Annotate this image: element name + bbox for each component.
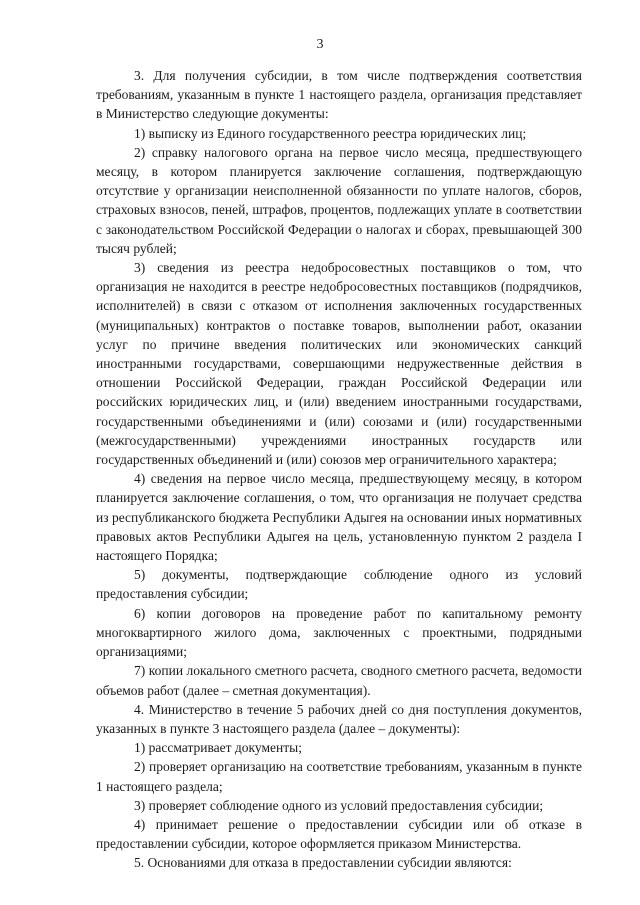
paragraph-4-item-4: 4) принимает решение о предоставлении субсидии или об отказе в предоставлении субсидии, которое оформляется приказом Министерства. bbox=[96, 816, 582, 852]
page-number: 3 bbox=[316, 37, 324, 52]
paragraph-4-item-3: 3) проверяет соблюдение одного из условий предоставления субсидии; bbox=[134, 797, 544, 813]
paragraph-3-item-2: 2) справку налогового органа на первое число месяца, предшествующего месяцу, в котором планируется заключение соглашения, подтверждающую отсутствие у организации неисполненной обязанности по уплате налогов, сборов, страховых взносов, пеней, штрафов, процентов, подлежащих уплате в соответствии с законодательством Российской Федерации о налогах и сборах, превышающей 300 тысяч рублей; bbox=[96, 144, 582, 256]
paragraph-4-item-2: 2) проверяет организацию на соответствие требованиям, указанным в пункте 1 настоящего раздела; bbox=[96, 759, 582, 794]
paragraph-3-item-5: 5) документы, подтверждающие соблюдение одного из условий предоставления субсидии; bbox=[96, 567, 582, 602]
document-body bbox=[96, 66, 582, 873]
paragraph-3-item-7: 7) копии локального сметного расчета, сводного сметного расчета, ведомости объемов работ (далее – сметная документация). bbox=[96, 663, 582, 698]
paragraph-3: 3. Для получения субсидии, в том числе подтверждения соответствия требованиям, указанным в пункте 1 настоящего раздела, организация представляет в Министерство следующие документы: bbox=[96, 68, 582, 122]
paragraph-5: 5. Основаниями для отказа в предоставлении субсидии являются: bbox=[134, 855, 512, 871]
paragraph-3-item-1: 1) выписку из Единого государственного реестра юридических лиц; bbox=[134, 125, 527, 141]
paragraph-4-item-1: 1) рассматривает документы; bbox=[134, 740, 302, 756]
paragraph-3-item-6: 6) копии договоров на проведение работ по капитальному ремонту многоквартирного жилого дома, заключенных с проектными, подрядными организациями; bbox=[96, 605, 582, 660]
paragraph-3-item-4: 4) сведения на первое число месяца, предшествующему месяцу, в котором планируется заключение соглашения, о том, что организация не получает средства из республиканского бюджета Республики Адыгея на основании иных нормативных правовых актов Республики Адыгея на цель, установленную пунктом 2 раздела I настоящего Порядка; bbox=[96, 471, 582, 564]
paragraph-4: 4. Министерство в течение 5 рабочих дней со дня поступления документов, указанных в пункте 3 настоящего раздела (далее – документы): bbox=[96, 701, 582, 736]
paragraph-3-item-3: 3) сведения из реестра недобросовестных поставщиков о том, что организация не находится в реестре недобросовестных поставщиков (подрядчиков, исполнителей) в связи с отказом от исполнения заключенных государственных (муниципальных) контрактов о поставке товаров, выполнении работ, оказании услуг по причине введения политических или экономических санкций иностранными государствами, совершающими недружественные действия в отношении Российской Федерации, граждан Российской Федерации или российских юридических лиц, и (или) введением иностранными государствами, государственными объединениями и (или) союзами и (или) государственными (межгосударственными) учреждениями иностранных государств или государственных объединений и (или) союзов мер ограничительного характера; bbox=[96, 260, 582, 468]
